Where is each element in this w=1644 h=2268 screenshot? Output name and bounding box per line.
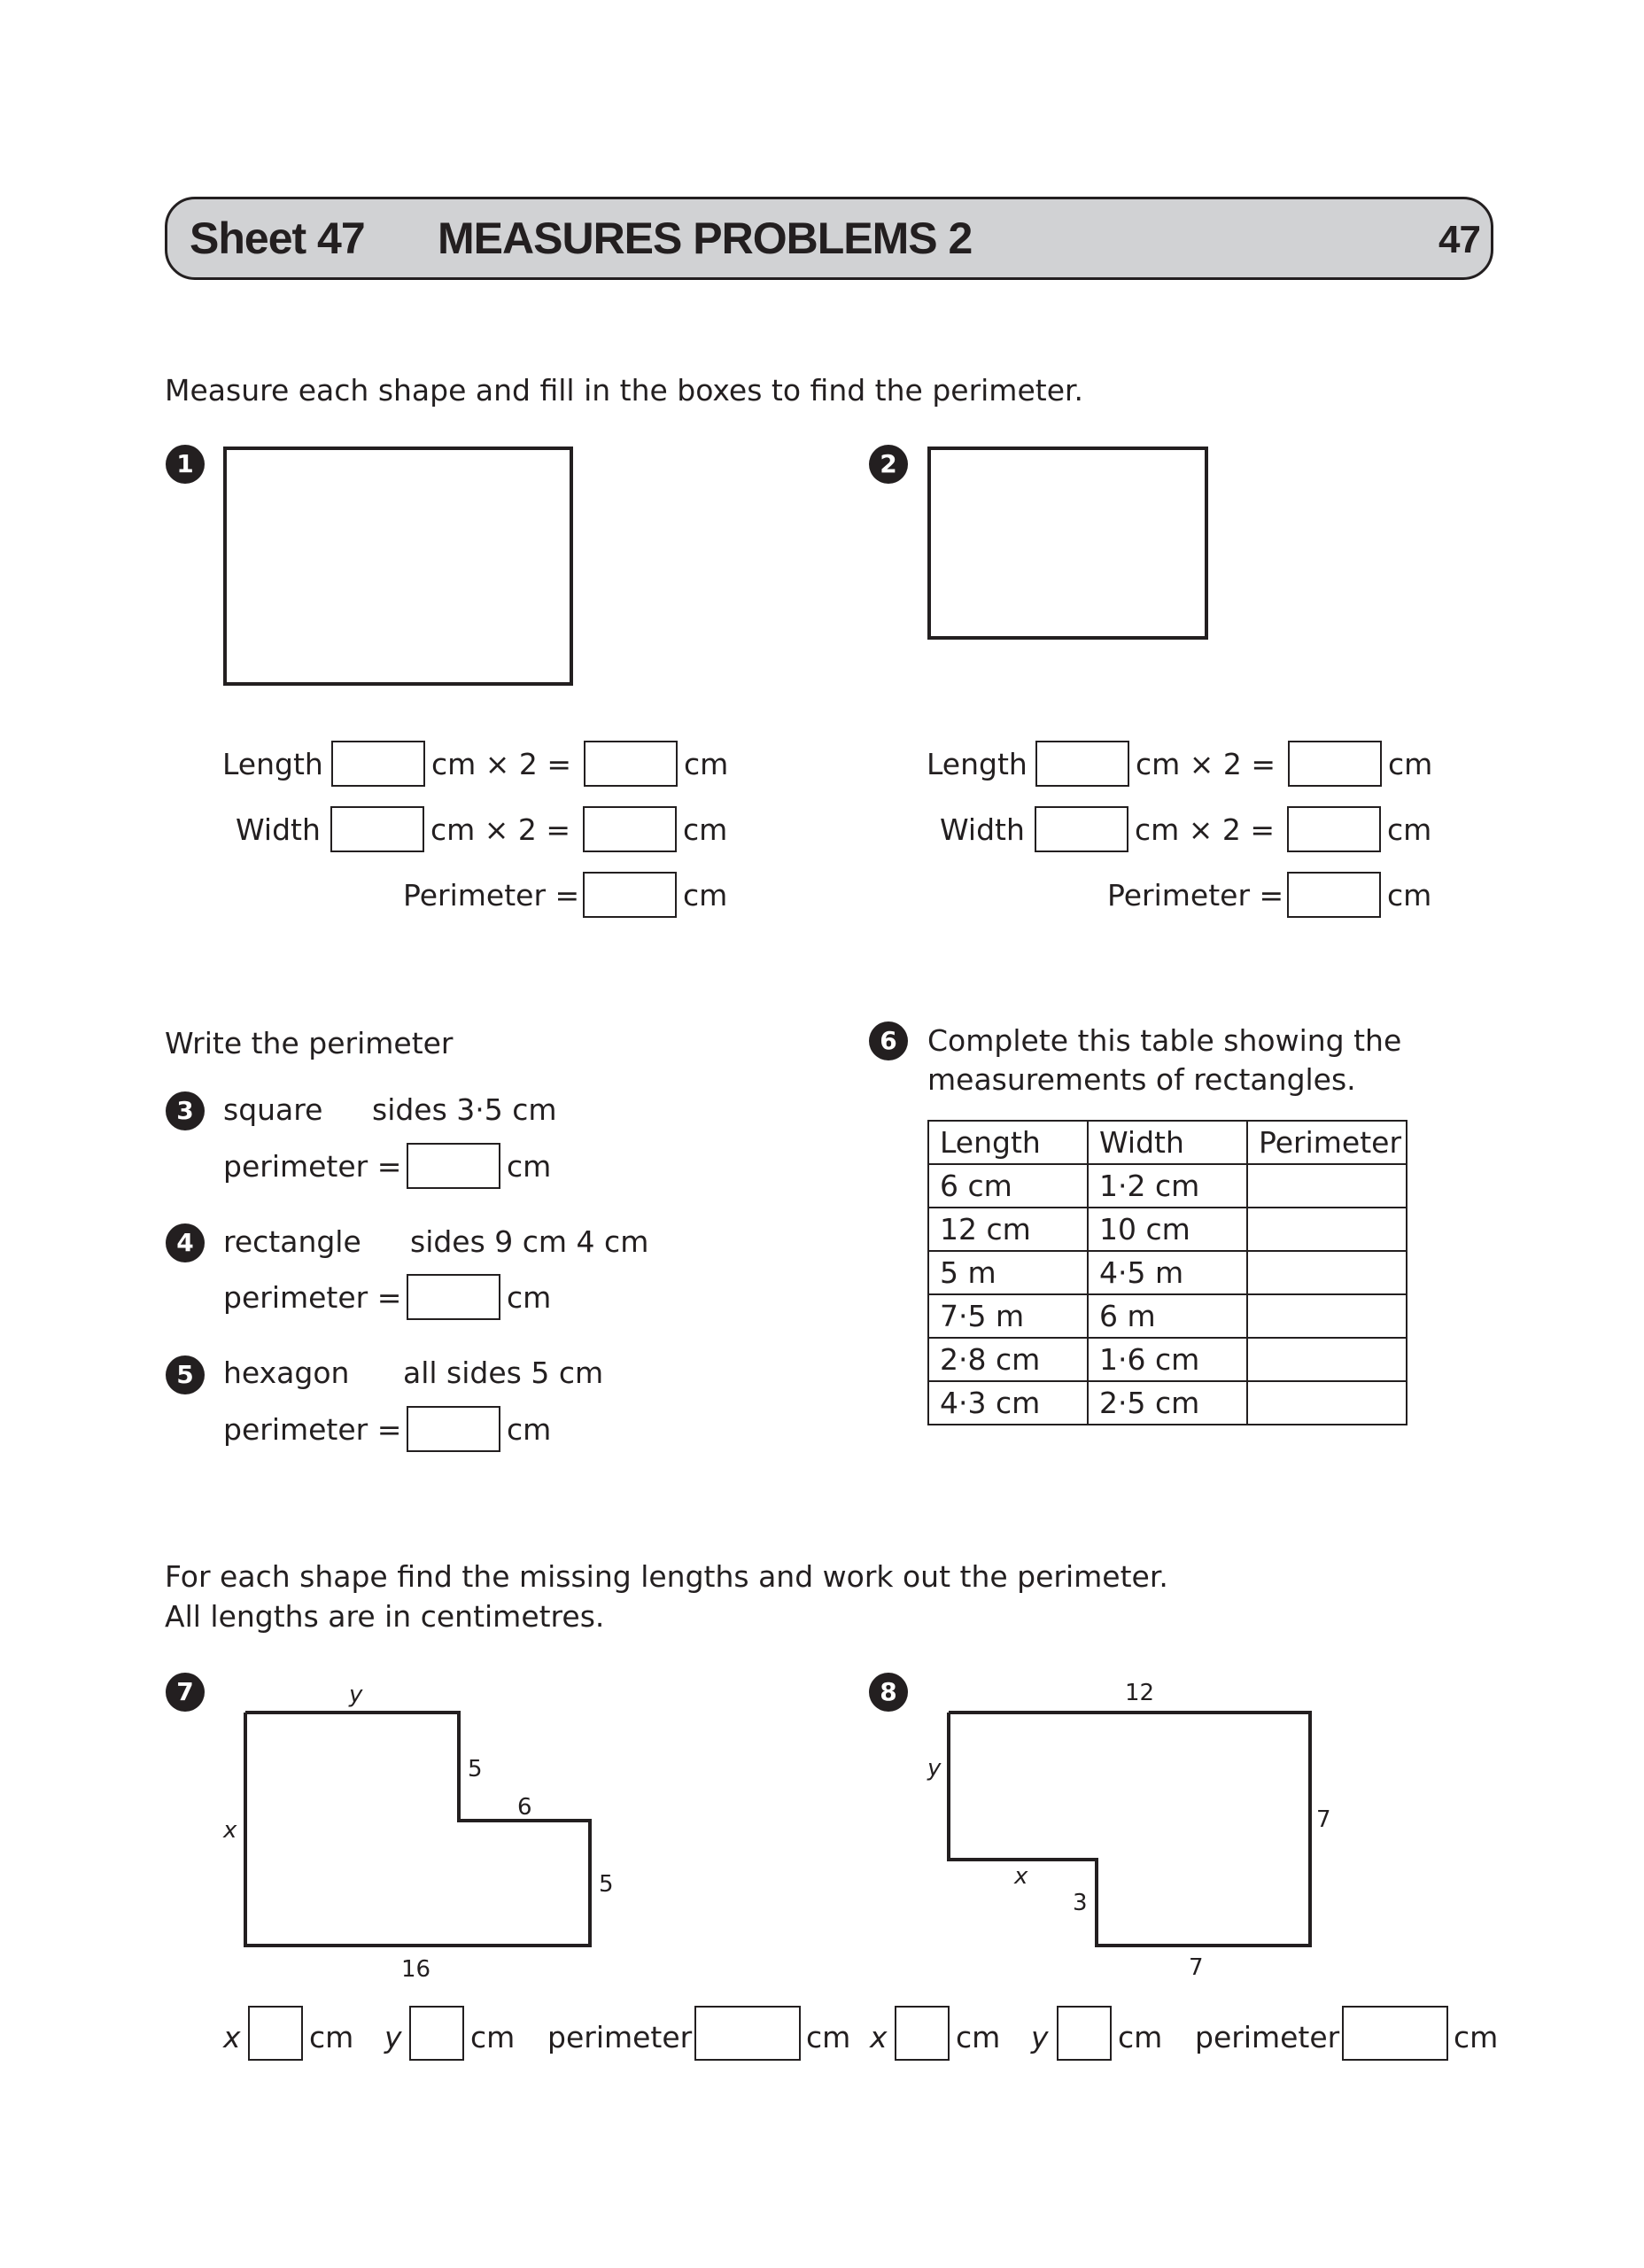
table-header-length: Length	[928, 1121, 1088, 1164]
q8-x-unit: cm	[956, 2020, 1001, 2054]
q1-width-label: Width	[236, 812, 321, 847]
table-cell-width: 4·5 m	[1088, 1251, 1247, 1294]
section4-instruction-line2: All lengths are in centimetres.	[165, 1599, 605, 1634]
q1-perimeter-label: Perimeter =	[403, 878, 580, 913]
q7-x-input[interactable]	[248, 2006, 303, 2061]
table-cell-width: 1·2 cm	[1088, 1164, 1247, 1208]
question-6-badge: 6	[869, 1021, 908, 1060]
section1-instruction: Measure each shape and fill in the boxes to find the perimeter.	[165, 373, 1084, 408]
q5-shape: hexagon	[223, 1355, 350, 1390]
q8-y-label: y	[1031, 2020, 1049, 2054]
question-5-badge: 5	[166, 1355, 205, 1394]
q2-length-times-two: cm × 2 =	[1136, 747, 1276, 781]
q3-unit: cm	[507, 1149, 552, 1184]
question-7-badge: 7	[166, 1673, 205, 1712]
table-header-width: Width	[1088, 1121, 1247, 1164]
q1-width-unit: cm	[683, 812, 728, 847]
q7-y-label: y	[384, 2020, 402, 2054]
q8-perimeter-input[interactable]	[1342, 2006, 1448, 2061]
q4-sides: sides 9 cm 4 cm	[410, 1224, 649, 1259]
table-cell-width: 1·6 cm	[1088, 1338, 1247, 1381]
section4-instruction-line1: For each shape find the missing lengths and work out the perimeter.	[165, 1559, 1168, 1594]
q7-label-inner-vertical: 5	[468, 1756, 483, 1783]
q7-label-bottom: 16	[401, 1956, 431, 1983]
q1-length-label: Length	[222, 747, 323, 781]
question-3-badge: 3	[166, 1091, 205, 1130]
q5-sides: all sides 5 cm	[403, 1355, 604, 1390]
question-4-badge: 4	[166, 1223, 205, 1262]
q2-width-unit: cm	[1387, 812, 1432, 847]
question-8-badge: 8	[869, 1673, 908, 1712]
q7-y-unit: cm	[470, 2020, 516, 2054]
section2-instruction: Write the perimeter	[165, 1026, 454, 1060]
q8-label-inner-vertical: 3	[1073, 1890, 1088, 1916]
q3-shape: square	[223, 1092, 323, 1127]
q2-perimeter-unit: cm	[1387, 878, 1432, 913]
q8-y-unit: cm	[1118, 2020, 1163, 2054]
q7-label-left: x	[223, 1817, 237, 1844]
table-cell-length: 6 cm	[928, 1164, 1088, 1208]
table-cell-length: 5 m	[928, 1251, 1088, 1294]
table-cell-width: 10 cm	[1088, 1208, 1247, 1251]
q3-perimeter-label: perimeter =	[223, 1149, 402, 1184]
q4-unit: cm	[507, 1280, 552, 1315]
q1-length-unit: cm	[684, 747, 729, 781]
q2-length-label: Length	[927, 747, 1028, 781]
table-cell-width: 2·5 cm	[1088, 1381, 1247, 1425]
table-cell-length: 4·3 cm	[928, 1381, 1088, 1425]
q8-label-bottom: 7	[1189, 1954, 1204, 1981]
q7-x-unit: cm	[309, 2020, 354, 2054]
sheet-title: MEASURES PROBLEMS 2	[438, 214, 973, 263]
q8-label-inner-horizontal: x	[1014, 1863, 1028, 1890]
q7-label-right: 5	[599, 1871, 614, 1898]
table-header-perimeter: Perimeter	[1247, 1121, 1407, 1164]
q8-x-input[interactable]	[895, 2006, 950, 2061]
table-cell-length: 2·8 cm	[928, 1338, 1088, 1381]
q4-shape: rectangle	[223, 1224, 361, 1259]
q1-length-times-two: cm × 2 =	[431, 747, 572, 781]
table-cell-length: 12 cm	[928, 1208, 1088, 1251]
page-number: 47	[1438, 218, 1480, 261]
question-1-badge: 1	[166, 445, 205, 484]
q7-y-input[interactable]	[409, 2006, 464, 2061]
q7-x-label: x	[223, 2020, 241, 2054]
q5-perimeter-label: perimeter =	[223, 1412, 402, 1447]
q8-y-input[interactable]	[1057, 2006, 1112, 2061]
q8-label-right: 7	[1316, 1806, 1331, 1833]
q7-label-top: y	[349, 1682, 363, 1708]
table-cell-width: 6 m	[1088, 1294, 1247, 1338]
q2-length-unit: cm	[1388, 747, 1433, 781]
q4-perimeter-label: perimeter =	[223, 1280, 402, 1315]
q6-instruction-line2: measurements of rectangles.	[927, 1062, 1356, 1097]
q1-width-times-two: cm × 2 =	[430, 812, 571, 847]
question-2-badge: 2	[869, 445, 908, 484]
q8-label-left: y	[927, 1755, 942, 1782]
q7-perimeter-input[interactable]	[694, 2006, 801, 2061]
q3-sides: sides 3·5 cm	[372, 1092, 557, 1127]
q2-perimeter-label: Perimeter =	[1107, 878, 1284, 913]
sheet-number: Sheet 47	[190, 214, 365, 263]
q7-label-inner-horizontal: 6	[517, 1794, 532, 1821]
q2-width-label: Width	[940, 812, 1025, 847]
q2-width-times-two: cm × 2 =	[1135, 812, 1276, 847]
q8-x-label: x	[870, 2020, 888, 2054]
q6-instruction-line1: Complete this table showing the	[927, 1023, 1402, 1058]
q8-perimeter-label: perimeter	[1195, 2020, 1340, 2054]
q1-perimeter-unit: cm	[683, 878, 728, 913]
q7-perimeter-label: perimeter	[547, 2020, 693, 2054]
q7-perimeter-unit: cm	[806, 2020, 851, 2054]
q8-label-top: 12	[1125, 1680, 1155, 1706]
table-cell-length: 7·5 m	[928, 1294, 1088, 1338]
q5-unit: cm	[507, 1412, 552, 1447]
q8-perimeter-unit: cm	[1454, 2020, 1499, 2054]
